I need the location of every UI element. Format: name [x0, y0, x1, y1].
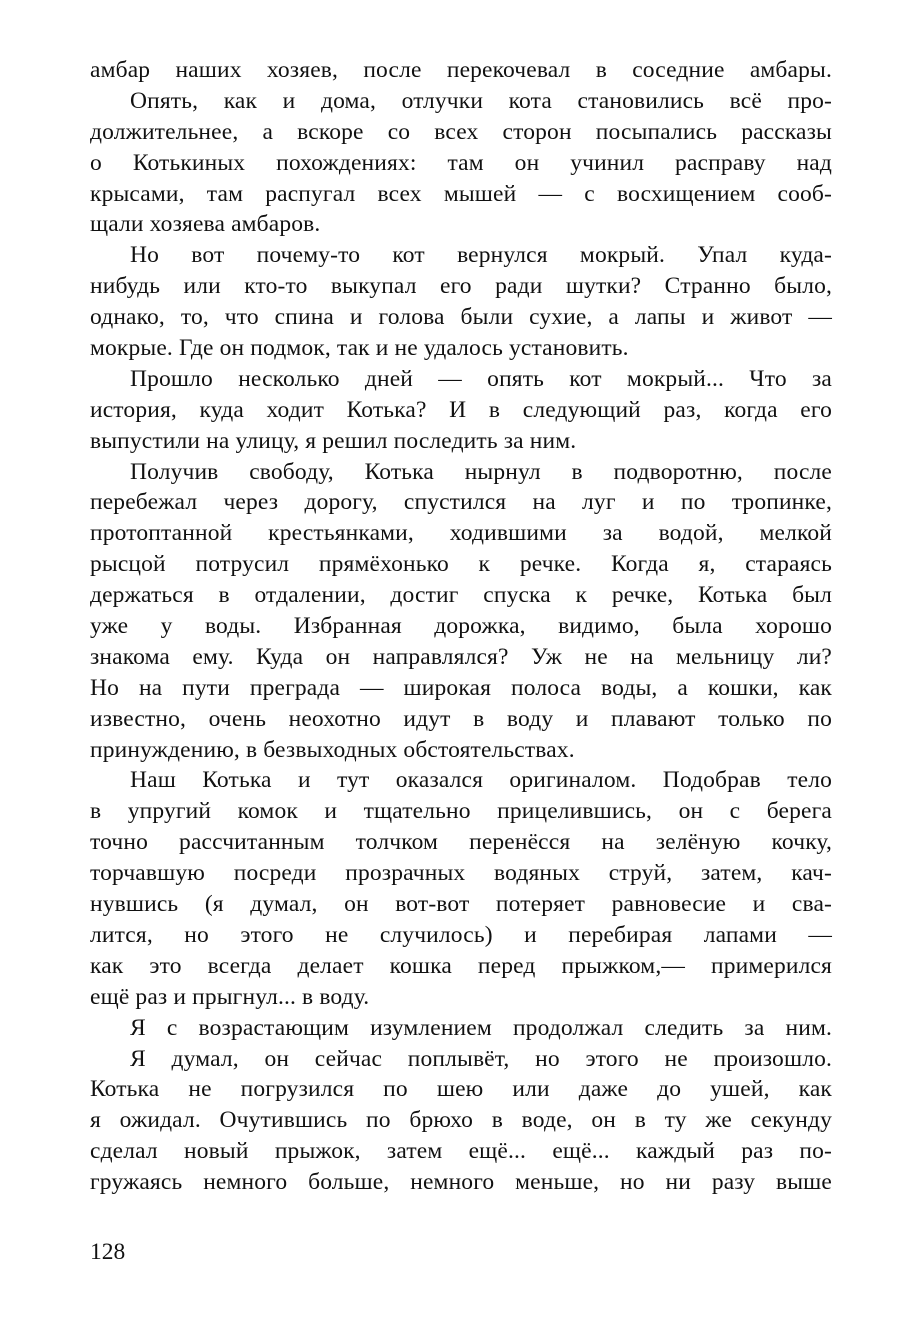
text-line: амбар наших хозяев, после перекочевал в соседние амбары. — [90, 57, 832, 83]
text-line: однако, то, что спина и голова были сухие, а лапы и живот — — [90, 304, 832, 331]
text-line: лится, но этого не случилось) и перебирая лапами — — [90, 921, 832, 948]
text-line: я ожидал. Очутившись по брюхо в воде, он в ту же секунду — [90, 1107, 832, 1134]
text-line: крысами, там распугал всех мышей — с восхищением сооб- — [90, 180, 832, 207]
text-line: мокрые. Где он подмок, так и не удалось установить. — [90, 335, 629, 362]
text-line: Но на пути преграда — широкая полоса воды, а кошки, как — [90, 674, 832, 701]
text-line: уже у воды. Избранная дорожка, видимо, была хорошо — [90, 613, 832, 640]
text-line: гружаясь немного больше, немного меньше, но ни разу выше — [90, 1169, 832, 1196]
text-line: Я думал, он сейчас поплывёт, но этого не произошло. — [130, 1045, 832, 1072]
text-line: в упругий комок и тщательно прицелившись, он с берега — [90, 798, 832, 825]
text-line: щали хозяева амбаров. — [90, 211, 321, 238]
text-line: принуждению, в безвыходных обстоятельствах. — [90, 736, 575, 763]
text-line: нувшись (я думал, он вот-вот потеряет равновесие и сва- — [90, 891, 832, 918]
text-line: перебежал через дорогу, спустился на луг и по тропинке, — [90, 489, 832, 516]
page-number: 128 — [90, 1239, 126, 1265]
text-line: ещё раз и прыгнул... в воду. — [90, 983, 370, 1010]
text-line: торчавшую посреди прозрачных водяных струй, затем, кач- — [90, 860, 832, 887]
text-line: история, куда ходит Котька? И в следующий раз, когда его — [90, 396, 832, 423]
text-line: точно рассчитанным толчком перенёсся на зелёную кочку, — [90, 829, 832, 856]
text-line: Прошло несколько дней — опять кот мокрый... Что за — [130, 365, 832, 392]
text-line: Наш Котька и тут оказался оригиналом. Подобрав тело — [130, 767, 832, 794]
text-line: как это всегда делает кошка перед прыжком,— примерился — [90, 952, 832, 979]
text-line: известно, очень неохотно идут в воду и плавают только по — [90, 705, 832, 732]
text-line: о Котькиных похождениях: там он учинил расправу над — [90, 149, 832, 176]
text-line: Опять, как и дома, отлучки кота становились всё про- — [130, 87, 832, 114]
text-line: должительнее, а вскоре со всех сторон посыпались рассказы — [90, 118, 832, 145]
text-line: Я с возрастающим изумлением продолжал следить за ним. — [130, 1014, 832, 1041]
text-line: Получив свободу, Котька нырнул в подворотню, после — [130, 458, 832, 485]
text-line: держаться в отдалении, достиг спуска к речке, Котька был — [90, 582, 832, 609]
body-text — [90, 55, 832, 1198]
text-line: Но вот почему-то кот вернулся мокрый. Упал куда- — [130, 242, 832, 269]
text-line: Котька не погрузился по шею или даже до ушей, как — [90, 1076, 832, 1103]
text-line: сделал новый прыжок, затем ещё... ещё... каждый раз по- — [90, 1138, 832, 1165]
text-line: рысцой потрусил прямёхонько к речке. Когда я, стараясь — [90, 551, 832, 578]
text-line: протоптанной крестьянками, ходившими за водой, мелкой — [90, 520, 832, 547]
text-line: выпустили на улицу, я решил последить за ним. — [90, 427, 577, 454]
text-line: знакома ему. Куда он направлялся? Уж не на мельницу ли? — [90, 643, 832, 670]
text-line: нибудь или кто-то выкупал его ради шутки? Странно было, — [90, 273, 832, 300]
